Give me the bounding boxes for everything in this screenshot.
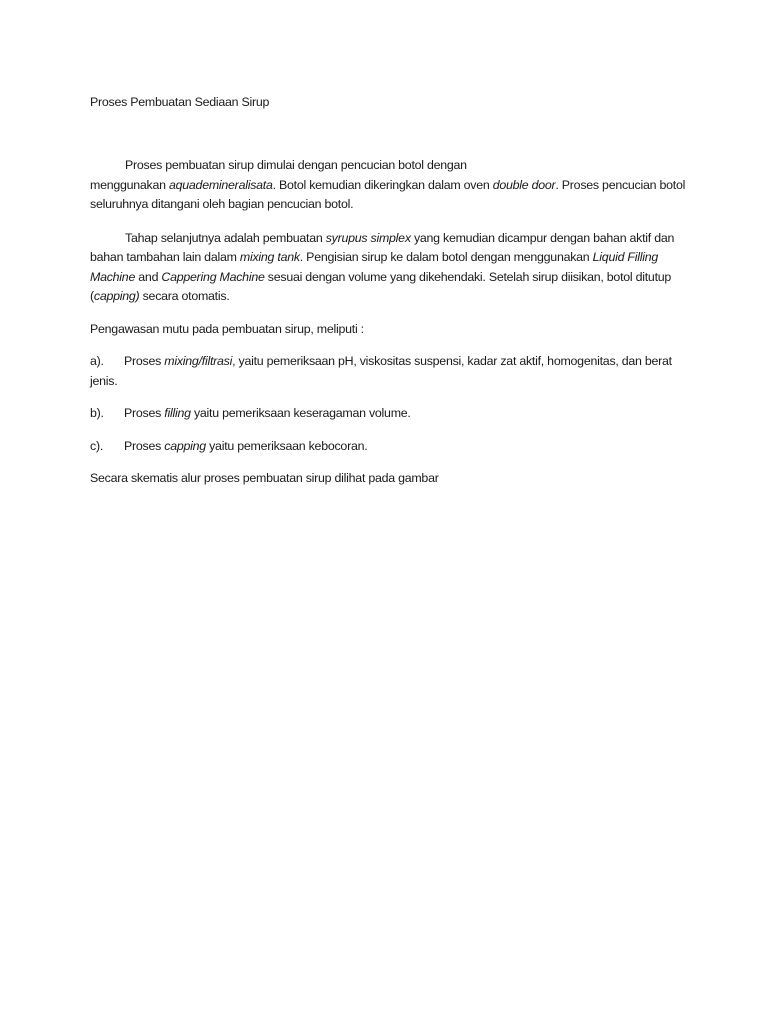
italic-term: capping) (93, 289, 140, 303)
italic-term: Cappering Machine (161, 269, 265, 284)
qc-item-a (90, 352, 690, 391)
document-body (90, 93, 690, 489)
list-label: c). (90, 438, 104, 453)
qc-item-c (90, 437, 690, 457)
qc-item-b (90, 404, 690, 424)
text-segment: Proses (124, 438, 165, 453)
text-segment: Proses (124, 354, 165, 368)
italic-term: filling (164, 406, 191, 420)
paragraph-syrup-making (90, 229, 690, 307)
text-segment: yaitu pemeriksaan keseragaman volume. (190, 406, 411, 420)
text-segment: Tahap selanjutnya adalah pembuatan (125, 230, 326, 245)
italic-term: Liquid Filling Machine (90, 250, 659, 284)
closing-sentence: Secara skematis alur proses pembuatan sirup dilihat pada gambar (90, 471, 439, 485)
list-label: b). (90, 406, 104, 420)
text-segment: , yaitu pemeriksaan pH, viskositas suspensi, kadar zat aktif, homogenitas, dan berat jenis. (90, 354, 672, 388)
text-segment: Proses pembuatan sirup dimulai dengan pencucian botol dengan (125, 158, 467, 172)
text-segment: . Botol kemudian dikeringkan dalam oven (272, 177, 493, 192)
italic-term: aquademineralisata (168, 177, 273, 192)
list-label: a). (90, 354, 104, 368)
text-segment: yang kemudian dicampur dengan bahan aktif dan bahan tambahan lain dalam (90, 230, 675, 264)
document-title: Proses Pembuatan Sediaan Sirup (90, 95, 270, 109)
paragraph-washing (90, 156, 690, 215)
text-segment: . Proses pencucian botol seluruhnya ditangani oleh bagian pencucian botol. (90, 177, 686, 211)
italic-term: mixing tank (239, 250, 300, 264)
italic-term: syrupus simplex (325, 230, 411, 245)
text-segment: secara otomatis. (139, 289, 230, 303)
text-segment: Proses (124, 406, 165, 420)
text-segment: yaitu pemeriksaan kebocoran. (205, 438, 368, 453)
text-segment: menggunakan (90, 177, 169, 192)
qc-intro: Pengawasan mutu pada pembuatan sirup, meliputi : (90, 321, 364, 336)
text-segment: sesuai dengan volume yang dikehendaki. Setelah sirup diisikan, botol ditutup ( (90, 269, 672, 303)
italic-term: double door (492, 177, 556, 192)
text-segment: and (135, 269, 162, 284)
text-segment: . Pengisian sirup ke dalam botol dengan menggunakan (299, 250, 593, 264)
italic-term: capping (164, 438, 206, 453)
italic-term: mixing/filtrasi (164, 354, 233, 368)
